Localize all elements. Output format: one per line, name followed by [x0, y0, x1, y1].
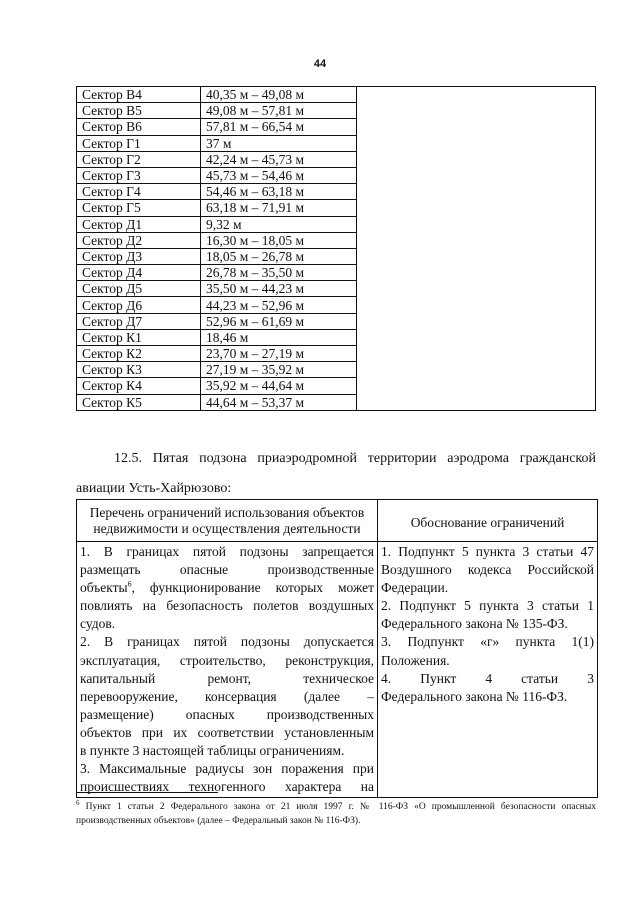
sector-name: Сектор Д7: [77, 313, 201, 329]
restriction-item-2: [80, 633, 374, 760]
sector-name: Сектор К3: [77, 362, 201, 378]
basis-item-4: [381, 670, 594, 706]
sector-range: 42,24 м – 45,73 м: [201, 151, 357, 167]
sector-name: Сектор Д6: [77, 297, 201, 313]
sector-range: 44,23 м – 52,96 м: [201, 297, 357, 313]
sector-row: [77, 87, 596, 103]
basis-item-2: [381, 597, 594, 633]
sector-range: 18,46 м: [201, 329, 357, 345]
sector-name: Сектор Г3: [77, 167, 201, 183]
restriction-2-line: объектов при их соответствии установленным: [80, 724, 374, 740]
sector-name: Сектор Г5: [77, 200, 201, 216]
basis-4-line: 4. Пункт 4 статьи 3: [381, 670, 594, 686]
sector-range: 27,19 м – 35,92 м: [201, 362, 357, 378]
restriction-2-line: эксплуатация, строительство, реконструкция,: [80, 652, 374, 668]
restriction-item-1: [80, 543, 374, 633]
footnote-separator: [76, 792, 218, 793]
sector-range: 57,81 м – 66,54 м: [201, 119, 357, 135]
footnote: [76, 796, 596, 828]
sector-range: 52,96 м – 61,69 м: [201, 313, 357, 329]
footnote-reference[interactable]: 6: [127, 579, 132, 589]
sector-range: 9,32 м: [201, 216, 357, 232]
basis-1-line: Федерации.: [381, 580, 449, 596]
sector-name: Сектор К4: [77, 378, 201, 394]
sector-range: 40,35 м – 49,08 м: [201, 87, 357, 103]
restriction-2-line: 2. В границах пятой подзоны допускается: [80, 634, 374, 650]
sector-name: Сектор В4: [77, 87, 201, 103]
sector-range: 44,64 м – 53,37 м: [201, 394, 357, 410]
restrictions-table-row: [77, 542, 598, 798]
basis-1-line: Воздушного кодекса Российской: [381, 562, 594, 578]
restriction-2-line: перевооружение, консервация (далее –: [80, 688, 374, 704]
sector-range: 54,46 м – 63,18 м: [201, 184, 357, 200]
sector-name: Сектор Д2: [77, 232, 201, 248]
sector-name: Сектор В6: [77, 119, 201, 135]
sector-name: Сектор Д3: [77, 248, 201, 264]
restrictions-table-header-row: [77, 500, 598, 542]
basis-2-line: Федерального закона № 135-ФЗ.: [381, 616, 568, 632]
restriction-2-line: в пункте 3 настоящей таблицы ограничениям.: [80, 743, 345, 759]
footnote-line-text: Пункт 1 статьи 2 Федерального закона от 21 июля 1997 г. № 116-ФЗ «О промышленной безопасности опасных: [85, 802, 596, 813]
sector-range: 35,92 м – 44,64 м: [201, 378, 357, 394]
footnote-mark: 6: [76, 799, 80, 807]
sector-name: Сектор Г4: [77, 184, 201, 200]
restrictions-basis-cell: [378, 542, 598, 798]
restriction-1-line: судов.: [80, 616, 116, 632]
page-number: 44: [313, 58, 327, 70]
restriction-1-line: размещать опасные производственные: [80, 562, 374, 578]
sector-name: Сектор К5: [77, 394, 201, 410]
restriction-3-line: 3. Максимальные радиусы зон поражения при: [80, 761, 374, 777]
sector-name: Сектор К1: [77, 329, 201, 345]
basis-2-line: 2. Подпункт 5 пункта 3 статьи 1: [381, 598, 594, 614]
sector-range: 16,30 м – 18,05 м: [201, 232, 357, 248]
sector-name: Сектор К2: [77, 346, 201, 362]
restrictions-header-list: Перечень ограничений использования объектов недвижимости и осуществления деятельности: [77, 500, 378, 542]
footnote-line: производственных объектов» (далее – Федеральный закон № 116-ФЗ).: [76, 816, 361, 827]
basis-4-line: Федерального закона № 116-ФЗ.: [381, 688, 568, 704]
restrictions-list-cell: [77, 542, 378, 798]
restrictions-table: [76, 499, 598, 798]
sector-range: 63,18 м – 71,91 м: [201, 200, 357, 216]
restriction-item-3: [80, 760, 374, 796]
sector-name: Сектор Г1: [77, 135, 201, 151]
section-heading: [76, 444, 596, 504]
section-heading-line-2: авиации Усть-Хайрюзово:: [76, 481, 232, 496]
basis-1-line: 1. Подпункт 5 пункта 3 статьи 47: [381, 544, 594, 559]
sector-range: 26,78 м – 35,50 м: [201, 265, 357, 281]
sectors-table-body: [77, 87, 596, 411]
sectors-table: [76, 86, 596, 411]
restriction-2-line: капитальный ремонт, техническое: [80, 670, 374, 686]
basis-item-1: [381, 543, 594, 597]
section-heading-line-1: 12.5. Пятая подзона приаэродромной территории аэродрома гражданской: [114, 451, 596, 466]
restriction-2-line: размещение) опасных производственных: [80, 706, 374, 722]
sector-name: Сектор В5: [77, 103, 201, 119]
sector-range: 18,05 м – 26,78 м: [201, 248, 357, 264]
restriction-3-line: происшествиях техногенного характера на: [80, 779, 374, 795]
sector-range: 49,08 м – 57,81 м: [201, 103, 357, 119]
restriction-1-line: 1. В границах пятой подзоны запрещается: [80, 544, 374, 559]
restriction-1-text: , функционирование которых может: [131, 580, 374, 596]
restriction-1-text: объекты: [80, 580, 128, 596]
basis-3-line: Положения.: [381, 652, 450, 668]
sector-name: Сектор Д4: [77, 265, 201, 281]
sector-range: 23,70 м – 27,19 м: [201, 346, 357, 362]
basis-item-3: [381, 633, 594, 669]
sector-range: 35,50 м – 44,23 м: [201, 281, 357, 297]
sector-name: Сектор Д5: [77, 281, 201, 297]
footnote-line: [76, 796, 596, 814]
restrictions-header-basis: Обоснование ограничений: [378, 500, 598, 542]
sector-range: 45,73 м – 54,46 м: [201, 167, 357, 183]
sector-name: Сектор Д1: [77, 216, 201, 232]
basis-3-line: 3. Подпункт «г» пункта 1(1): [381, 634, 594, 650]
sector-name: Сектор Г2: [77, 151, 201, 167]
sector-range: 37 м: [201, 135, 357, 151]
restriction-1-line: повлиять на безопасность полетов воздушных: [80, 598, 374, 614]
footnote-text: [76, 796, 596, 828]
restriction-1-line: [80, 579, 374, 597]
empty-merged-cell: [357, 87, 596, 411]
